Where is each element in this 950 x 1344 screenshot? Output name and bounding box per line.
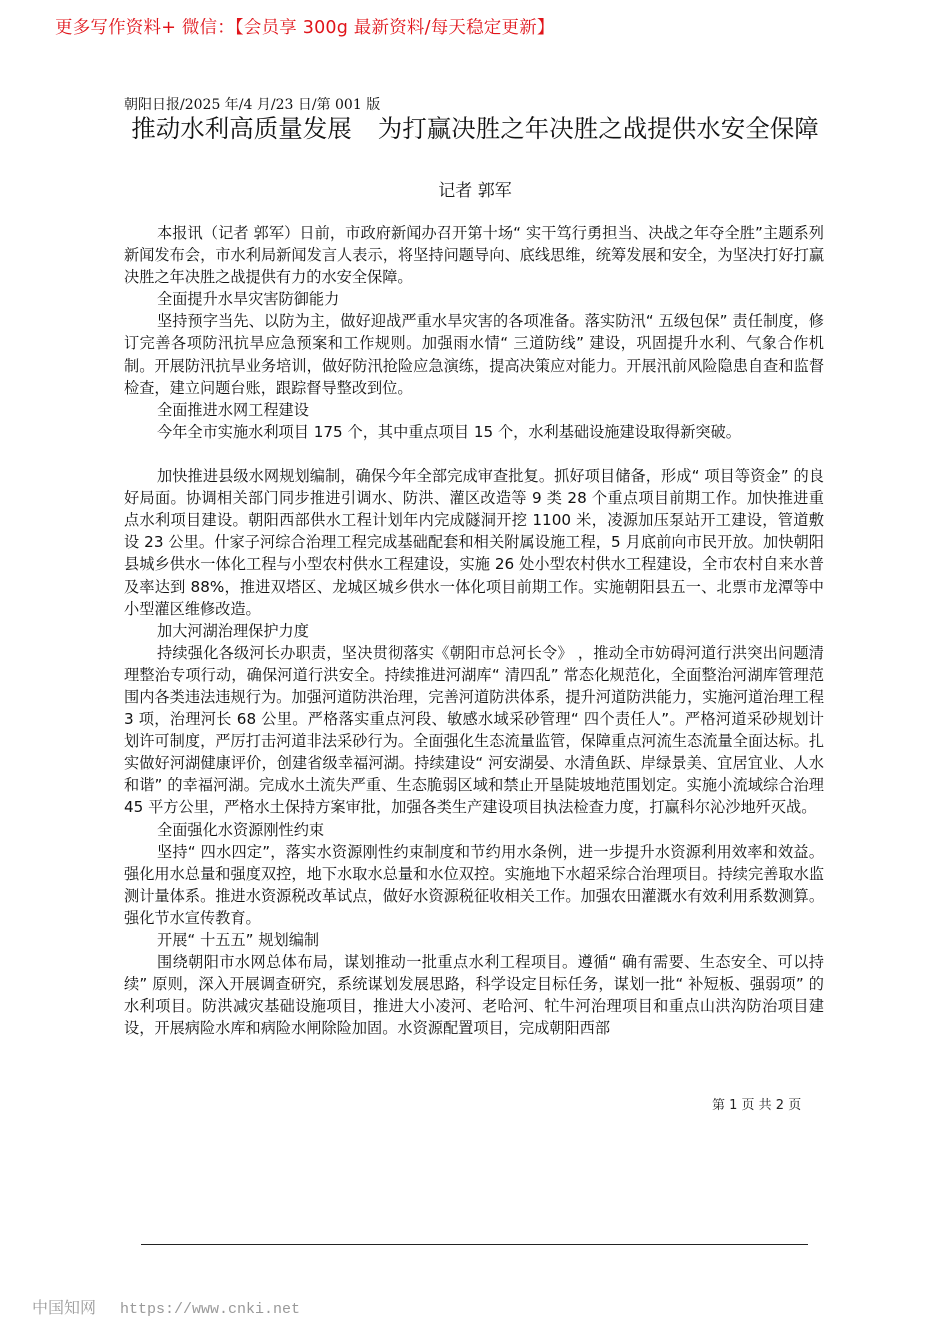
source-line: 朝阳日报/2025 年/4 月/23 日/第 001 版 [124,97,381,113]
promo-banner: 更多写作资料+ 微信：【会员享 300g 最新资料/每天稳定更新】 [55,18,555,38]
section-heading: 全面提升水旱灾害防御能力 [157,290,340,309]
blank-line [124,443,824,465]
article-title-part1: 推动水利高质量发展 [131,114,352,143]
paragraph-intro: 本报讯（记者 郭军）日前，市政府新闻办召开第十场“ 实干笃行勇担当、决战之年夺全胜”主题系列新闻发布会，市水利局新闻发言人表示，将坚持问题导向、底线思维，统筹发展和安全，为坚决打好打赢决胜之年决胜之战提供有力的水安全保障。 [124,224,824,287]
section-heading: 开展“ 十五五” 规划编制 [157,931,320,949]
paragraph: 加快推进县级水网规划编制，确保今年全部完成审查批复。抓好项目储备，形成“ 项目等资金” 的良好局面。协调相关部门同步推进引调水、防洪、灌区改造等 9 类 28 个重点项目前期工作。加快推进重点水利项目建设。朝阳西部供水工程计划年内完成隧洞开挖 1100 米，凌源加压泵站开工建设，管道敷设 23 公里。什家子河综合治理工程完成基础配套和相关附属设施工程，5 月底前向市民开放。加快朝阳县城乡供水一体化工程与小型农村供水工程建设，实施 26 处小型农村供水工程建设，全市农村自来水普及率达到 88%，推进双塔区、龙城区城乡供水一体化项目前期工作。实施朝阳县五一、北票市龙潭等中小型灌区维修改造。 [124,467,824,618]
article-body [124,222,824,1039]
article-author: 记者 郭军 [438,181,512,201]
paragraph: 持续强化各级河长办职责，坚决贯彻落实《朝阳市总河长令》 ，推动全市妨碍河道行洪突出问题清理整治专项行动，确保河道行洪安全。持续推进河湖库“ 清四乱” 常态化规范化，全面整治河湖库管理范围内各类违法违规行为。加强河道防洪治理，完善河道防洪体系，提升河道防洪能力，实施河道治理工程 3 项，治理河长 68 公里。严格落实重点河段、敏感水域采砂管理“ 四个责任人”。严格河道采砂规划计划许可制度，严厉打击河道非法采砂行为。全面强化生态流量监管，保障重点河流生态流量全面达标。扎实做好河湖健康评价，创建省级幸福河湖。持续建设“ 河安湖晏、水清鱼跃、岸绿景美、宜居宜业、人水和谐” 的幸福河湖。完成水土流失严重、生态脆弱区域和禁止开垦陡坡地范围划定。实施小流域综合治理 45 平方公里，严格水土保持方案审批，加强各类生产建设项目执法检查力度，打赢科尔沁沙地歼灭战。 [124,643,824,817]
section-heading: 全面强化水资源刚性约束 [157,820,325,839]
divider-line [141,1244,808,1245]
paragraph: 坚持“ 四水四定”，落实水资源刚性约束制度和节约用水条例，进一步提升水资源利用效率和效益。强化用水总量和强度双控，地下水取水总量和水位双控。实施地下水超采综合治理项目。持续完善取水监测计量体系。推进水资源税改革试点，做好水资源税征收相关工作。加强农田灌溉水有效利用系数测算。强化节水宣传教育。 [124,842,824,927]
footer-url[interactable]: https://www.cnki.net [120,1301,301,1318]
page-indicator: 第 1 页 共 2 页 [712,1098,802,1113]
paragraph: 坚持预字当先、以防为主，做好迎战严重水旱灾害的各项准备。落实防汛“ 五级包保” 责任制度，修订完善各项防汛抗旱应急预案和工作规则。加强雨水情“ 三道防线” 建设，巩固提升水利、气象合作机制。开展防汛抗旱业务培训，做好防汛抢险应急演练，提高决策应对能力。开展汛前风险隐患自查和监督检查，建立问题台账，跟踪督导整改到位。 [124,312,824,397]
section-heading: 全面推进水网工程建设 [157,400,309,419]
footer [32,1295,300,1318]
article-title-part2: 为打赢决胜之年决胜之战提供水安全保障 [377,114,819,143]
paragraph: 围绕朝阳市水网总体布局，谋划推动一批重点水利工程项目。遵循“ 确有需要、生态安全、可以持续” 原则，深入开展调查研究，系统谋划发展思路，科学设定目标任务，谋划一批“ 补短板、强弱项” 的水利项目。防洪减灾基础设施项目，推进大小凌河、老哈河、牤牛河治理项目和重点山洪沟防治项目建设，开展病险水库和病险水闸除险加固。水资源配置项目，完成朝阳西部 [124,953,824,1038]
footer-site-name: 中国知网 [32,1298,97,1317]
article-title [100,114,850,144]
section-heading: 加大河湖治理保护力度 [157,621,309,640]
paragraph: 今年全市实施水利项目 175 个，其中重点项目 15 个，水利基础设施建设取得新突破。 [157,422,741,441]
